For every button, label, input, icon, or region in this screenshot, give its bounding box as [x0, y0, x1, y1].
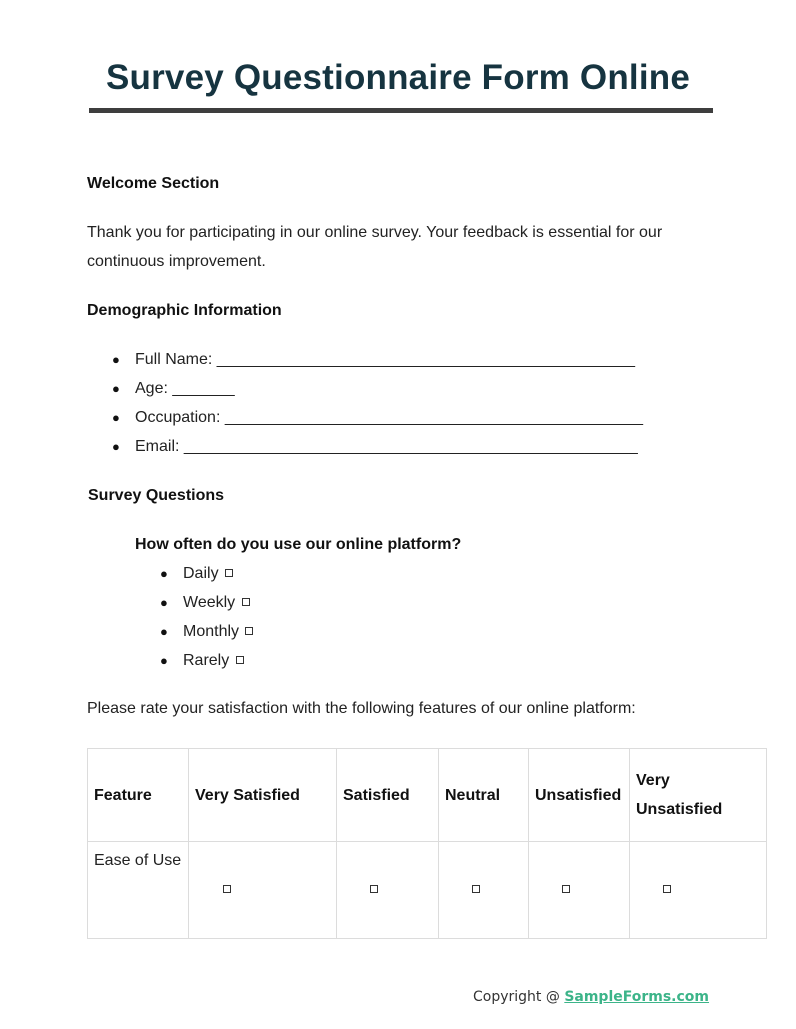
option-weekly[interactable]: ● Weekly — [183, 588, 253, 617]
header-feature: Feature — [88, 749, 189, 842]
header-neutral: Neutral — [439, 749, 529, 842]
checkbox-icon[interactable] — [663, 885, 671, 893]
survey-heading: Survey Questions — [88, 487, 225, 504]
demographic-field-list — [112, 345, 644, 461]
rating-cell — [189, 842, 337, 939]
bullet-icon: ● — [160, 595, 168, 610]
checkbox-icon[interactable] — [242, 598, 250, 606]
copyright-footer — [473, 989, 709, 1005]
satisfaction-table — [87, 748, 767, 939]
frequency-options — [160, 559, 253, 675]
bullet-icon: ● — [160, 624, 168, 639]
title-underline — [89, 108, 713, 113]
header-very-unsatisfied: Very Unsatisfied — [630, 749, 767, 842]
page-title: Survey Questionnaire Form Online — [105, 58, 691, 97]
table-header-row — [88, 749, 767, 842]
table-row — [88, 842, 767, 939]
bullet-icon: ● — [112, 410, 120, 425]
email-field[interactable]: ● Email: ___________________________________________________ — [135, 432, 643, 461]
bullet-icon: ● — [112, 381, 120, 396]
option-rarely[interactable]: ● Rarely — [183, 646, 253, 675]
bullet-icon: ● — [112, 352, 120, 367]
checkbox-icon[interactable] — [236, 656, 244, 664]
checkbox-icon[interactable] — [225, 569, 233, 577]
demographic-heading: Demographic Information — [87, 302, 282, 319]
brand-link[interactable]: SampleForms.com — [564, 989, 710, 1005]
welcome-text: Thank you for participating in our online survey. Your feedback is essential for our continuous improvement. — [87, 224, 663, 270]
checkbox-icon[interactable] — [370, 885, 378, 893]
bullet-icon: ● — [112, 439, 120, 454]
header-unsatisfied: Unsatisfied — [529, 749, 630, 842]
copyright-text: Copyright @ — [473, 989, 565, 1005]
option-daily[interactable]: ● Daily — [183, 559, 253, 588]
rating-prompt: Please rate your satisfaction with the following features of our online platform: — [87, 700, 636, 717]
header-very-satisfied: Very Satisfied — [189, 749, 337, 842]
option-monthly[interactable]: ● Monthly — [183, 617, 253, 646]
bullet-icon: ● — [160, 566, 168, 581]
checkbox-icon[interactable] — [472, 885, 480, 893]
checkbox-icon[interactable] — [223, 885, 231, 893]
feature-cell: Ease of Use — [88, 842, 189, 939]
checkbox-icon[interactable] — [562, 885, 570, 893]
age-field[interactable]: ● Age: _______ — [135, 374, 643, 403]
rating-cell — [337, 842, 439, 939]
bullet-icon: ● — [160, 653, 168, 668]
full-name-field[interactable]: ● Full Name: _______________________________________________ — [135, 345, 643, 374]
frequency-question: How often do you use our online platform? — [135, 536, 462, 553]
rating-cell — [529, 842, 630, 939]
occupation-field[interactable]: ● Occupation: _______________________________________________ — [135, 403, 643, 432]
rating-cell — [630, 842, 767, 939]
welcome-heading: Welcome Section — [87, 175, 220, 192]
checkbox-icon[interactable] — [245, 627, 253, 635]
header-satisfied: Satisfied — [337, 749, 439, 842]
rating-cell — [439, 842, 529, 939]
